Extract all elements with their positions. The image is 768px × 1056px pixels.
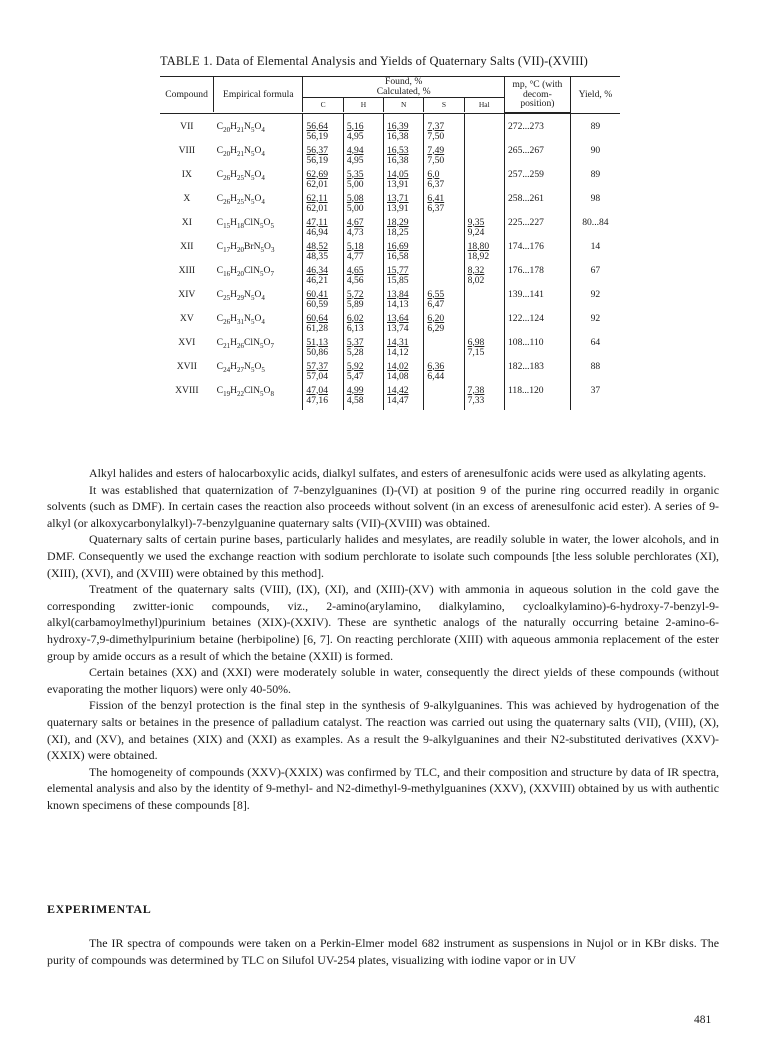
calculated-value: 14,47 — [386, 394, 409, 406]
mp-cell: 272...273 — [504, 122, 570, 146]
calculated-value: 13,74 — [386, 322, 409, 334]
mp-cell: 118...120 — [504, 386, 570, 410]
calculated-value: 5,89 — [346, 298, 364, 310]
calculated-value: 6,37 — [427, 178, 445, 190]
found-value: 13,84 — [386, 288, 409, 300]
found-value: 8,32 — [467, 264, 485, 276]
found-value: 5,35 — [346, 168, 364, 180]
found-value: 16,39 — [386, 120, 409, 132]
value-cell-s — [424, 242, 464, 266]
calculated-value: 62,01 — [306, 202, 328, 214]
mp-cell: 257...259 — [504, 170, 570, 194]
experimental-heading: EXPERIMENTAL — [47, 902, 152, 916]
formula-text: $C_{24}H_{27}N_5O_5$ — [216, 360, 265, 374]
value-cell-s — [424, 122, 464, 146]
found-value: 6,41 — [427, 192, 445, 204]
yield-cell: 98 — [570, 194, 620, 218]
value-cell-c — [303, 146, 343, 170]
calculated-value: 7,15 — [467, 346, 485, 358]
mp-cell: 122...124 — [504, 314, 570, 338]
calculated-value: 6,13 — [346, 322, 364, 334]
calculated-value: 46,94 — [306, 226, 328, 238]
compound-cell: XVIII — [175, 384, 199, 396]
value-cell-hal — [464, 146, 504, 170]
value-cell-c — [303, 242, 343, 266]
found-value: 13,71 — [386, 192, 409, 204]
value-cell-s — [424, 314, 464, 338]
compound-cell: VIII — [178, 144, 196, 156]
value-cell-hal — [464, 122, 504, 146]
yield-cell: 80...84 — [570, 218, 620, 242]
value-cell-h — [343, 386, 383, 410]
calculated-value: 57,04 — [306, 370, 328, 382]
formula-text: $C_{26}H_{31}N_5O_4$ — [216, 312, 265, 326]
calculated-value: 7,50 — [427, 130, 445, 142]
found-value: 6,36 — [427, 360, 445, 372]
calculated-value: 18,92 — [467, 250, 490, 262]
paragraph: It was established that quaternization of 7-benzylguanines (I)-(VI) at position 9 of the purine ring occurred readily in organic solvents (such as DMF). In certain cases the reaction also proceeds without solvent (in an excess of arenesulfonic acid ester). A series of 9-alkyl (or alkoxycarbonylalkyl)-7-benzylguanine quaternary salts (VII)-(XVIII) was obtained. — [47, 482, 719, 530]
value-cell-n — [383, 362, 423, 386]
mp-cell: 174...176 — [504, 242, 570, 266]
found-value: 6,55 — [427, 288, 445, 300]
value-cell-hal — [464, 218, 504, 242]
header-n: N — [383, 98, 423, 113]
table-title: TABLE 1. Data of Elemental Analysis and Yields of Quaternary Salts (VII)-(XVIII) — [160, 54, 588, 68]
calculated-value: 4,73 — [346, 226, 364, 238]
mp-cell: 139...141 — [504, 290, 570, 314]
value-cell-s — [424, 146, 464, 170]
value-cell-c — [303, 314, 343, 338]
value-cell-hal — [464, 266, 504, 290]
value-cell-h — [343, 362, 383, 386]
formula-text: $C_{17}H_{20}BrN_5O_3$ — [216, 240, 275, 254]
found-value: 18,29 — [386, 216, 409, 228]
calculated-value: 46,21 — [306, 274, 328, 286]
value-cell-h — [343, 218, 383, 242]
calculated-value: 6,37 — [427, 202, 445, 214]
value-cell-s — [424, 386, 464, 410]
value-cell-n — [383, 146, 423, 170]
table-row — [160, 122, 620, 146]
found-value: 46,34 — [306, 264, 328, 276]
paragraph: Certain betaines (XX) and (XXI) were moderately soluble in water, consequently the direct yields of these compounds (without evaporating the mother liquors) were only 40-50%. — [47, 665, 719, 696]
formula-cell — [214, 338, 303, 362]
found-value: 5,08 — [346, 192, 364, 204]
value-cell-n — [383, 386, 423, 410]
found-value: 62,11 — [306, 192, 328, 204]
value-cell-hal — [464, 194, 504, 218]
found-value: 4,67 — [346, 216, 364, 228]
value-cell-n — [383, 218, 423, 242]
found-value: 4,65 — [346, 264, 364, 276]
calculated-value: 50,86 — [306, 346, 328, 358]
found-value: 62,69 — [306, 168, 328, 180]
value-cell-n — [383, 194, 423, 218]
value-cell-hal — [464, 314, 504, 338]
yield-cell: 37 — [570, 386, 620, 410]
found-value: 57,37 — [306, 360, 328, 372]
calculated-value: 5,00 — [346, 202, 364, 214]
found-value: 56,37 — [306, 144, 328, 156]
mp-cell: 176...178 — [504, 266, 570, 290]
value-cell-hal — [464, 338, 504, 362]
value-cell-h — [343, 266, 383, 290]
value-cell-h — [343, 194, 383, 218]
formula-cell — [214, 218, 303, 242]
value-cell-h — [343, 242, 383, 266]
found-value: 14,42 — [386, 384, 409, 396]
table-row — [160, 218, 620, 242]
found-value: 6,98 — [467, 336, 485, 348]
value-cell-s — [424, 170, 464, 194]
value-cell-c — [303, 290, 343, 314]
formula-cell — [214, 362, 303, 386]
compound-cell: XIII — [178, 264, 196, 276]
value-cell-hal — [464, 290, 504, 314]
found-value: 9,35 — [467, 216, 485, 228]
paragraph: The homogeneity of compounds (XXV)-(XXIX) was confirmed by TLC, and their composition and structure by data of IR spectra, elemental analysis and also by the identity of 9-methyl- and N2-dimethyl-9-methylguanines (XXV), (XXVIII) obtained by us with authentic known specimens of these compounds [8]. — [47, 764, 719, 812]
found-value: 16,69 — [386, 240, 409, 252]
found-value: 60,64 — [306, 312, 328, 324]
formula-text: $C_{26}H_{25}N_5O_4$ — [216, 168, 265, 182]
value-cell-hal — [464, 386, 504, 410]
calculated-value: 5,47 — [346, 370, 364, 382]
calculated-value: 56,19 — [306, 130, 328, 142]
mp-cell: 182...183 — [504, 362, 570, 386]
found-value: 6,20 — [427, 312, 445, 324]
value-cell-s — [424, 194, 464, 218]
formula-cell — [214, 170, 303, 194]
compound-cell: XV — [179, 312, 194, 324]
table-row — [160, 242, 620, 266]
formula-cell — [214, 386, 303, 410]
formula-text: $C_{25}H_{29}N_5O_4$ — [216, 288, 265, 302]
found-value: 14,02 — [386, 360, 409, 372]
calculated-value: 14,08 — [386, 370, 409, 382]
calculated-value: 5,00 — [346, 178, 364, 190]
formula-cell — [214, 290, 303, 314]
found-value: 5,72 — [346, 288, 364, 300]
experimental-text — [47, 935, 719, 968]
compound-cell: IX — [181, 168, 192, 180]
value-cell-hal — [464, 242, 504, 266]
value-cell-h — [343, 122, 383, 146]
header-calculated: Calculated, % — [376, 86, 431, 97]
found-value: 5,16 — [346, 120, 364, 132]
value-cell-n — [383, 338, 423, 362]
formula-text: $C_{16}H_{20}ClN_5O_7$ — [216, 264, 274, 278]
value-cell-c — [303, 122, 343, 146]
calculated-value: 6,44 — [427, 370, 445, 382]
yield-cell: 64 — [570, 338, 620, 362]
calculated-value: 61,28 — [306, 322, 328, 334]
calculated-value: 7,50 — [427, 154, 445, 166]
value-cell-h — [343, 146, 383, 170]
value-cell-s — [424, 218, 464, 242]
formula-cell — [214, 146, 303, 170]
calculated-value: 8,02 — [467, 274, 485, 286]
table-row — [160, 170, 620, 194]
calculated-value: 60,59 — [306, 298, 328, 310]
formula-text: $C_{26}H_{25}N_5O_4$ — [216, 192, 265, 206]
formula-text: $C_{20}H_{21}N_5O_4$ — [216, 120, 265, 134]
calculated-value: 4,56 — [346, 274, 364, 286]
yield-cell: 90 — [570, 146, 620, 170]
paragraph: Alkyl halides and esters of halocarboxylic acids, dialkyl sulfates, and esters of arenesulfonic acids were used as alkylating agents. — [89, 466, 707, 480]
paragraph: Treatment of the quaternary salts (VIII), (IX), (XI), and (XIII)-(XV) with ammonia in aqueous solution in the cold gave the corresponding zwitter-ionic compounds, viz., 2-amino(arylamino, dialkylamino, cycloalkylamino)-6-hydroxy-7-benzyl-9-alkyl(carbamoylmethyl)purinium betaines (XIX)-(XXIV). These are synthetic analogs of the naturally occurring betaine 2-amino-6-hydroxy-7,9-dimethylpurinium betaine (herbipoline) [6, 7]. On reacting perchlorate (XIII) with aqueous ammonia replacement of the ester group by amide occurs as a result of which the betaine (XXII) is formed. — [47, 582, 719, 663]
calculated-value: 7,33 — [467, 394, 485, 406]
table-row — [160, 386, 620, 410]
found-value: 6,02 — [346, 312, 364, 324]
table-body — [160, 113, 620, 410]
mp-cell: 225...227 — [504, 218, 570, 242]
found-value: 14,05 — [386, 168, 409, 180]
calculated-value: 56,19 — [306, 154, 328, 166]
calculated-value: 4,58 — [346, 394, 364, 406]
page-number: 481 — [694, 1014, 712, 1026]
mp-cell: 258...261 — [504, 194, 570, 218]
formula-text: $C_{19}H_{22}ClN_5O_8$ — [216, 384, 274, 398]
paragraph: The IR spectra of compounds were taken on a Perkin-Elmer model 682 instrument as suspensions in Nujol or in KBr disks. The purity of compounds was determined by TLC on Silufol UV-254 plates, visualizing with iodine vapor or in UV — [47, 936, 719, 967]
mp-cell: 265...267 — [504, 146, 570, 170]
found-value: 5,37 — [346, 336, 364, 348]
table-row — [160, 146, 620, 170]
table-row — [160, 266, 620, 290]
value-cell-h — [343, 170, 383, 194]
calculated-value: 15,85 — [386, 274, 409, 286]
calculated-value: 16,38 — [386, 154, 409, 166]
header-compound: Compound — [160, 77, 214, 113]
value-cell-n — [383, 266, 423, 290]
header-c: C — [303, 98, 343, 113]
yield-cell: 14 — [570, 242, 620, 266]
yield-cell: 89 — [570, 170, 620, 194]
found-value: 51,13 — [306, 336, 328, 348]
calculated-value: 5,28 — [346, 346, 364, 358]
calculated-value: 16,38 — [386, 130, 409, 142]
calculated-value: 48,35 — [306, 250, 328, 262]
calculated-value: 6,47 — [427, 298, 445, 310]
yield-cell: 92 — [570, 290, 620, 314]
value-cell-c — [303, 170, 343, 194]
value-cell-h — [343, 338, 383, 362]
calculated-value: 62,01 — [306, 178, 328, 190]
calculated-value: 16,58 — [386, 250, 409, 262]
paragraph: Fission of the benzyl protection is the final step in the synthesis of 9-alkylguanines. This was achieved by hydrogenation of the quaternary salts or betaines in the presence of palladium catalyst. The reaction was carried out using the quaternary salts (VII), (VIII), (X), (XI), and (XV), and betaines (XIX) and (XXI) as examples. As a result the 9-alkylguanines and their N2-substituted derivatives (XXV)-(XXIX) were obtained. — [47, 698, 719, 763]
found-value: 47,11 — [306, 216, 328, 228]
value-cell-n — [383, 314, 423, 338]
calculated-value: 4,77 — [346, 250, 364, 262]
value-cell-n — [383, 290, 423, 314]
yield-cell: 92 — [570, 314, 620, 338]
value-cell-c — [303, 362, 343, 386]
value-cell-c — [303, 266, 343, 290]
calculated-value: 6,29 — [427, 322, 445, 334]
found-value: 5,92 — [346, 360, 364, 372]
formula-text: $C_{21}H_{26}ClN_5O_7$ — [216, 336, 274, 350]
found-value: 7,49 — [427, 144, 445, 156]
found-value: 18,80 — [467, 240, 490, 252]
header-found: Found, % — [385, 76, 423, 87]
value-cell-n — [383, 242, 423, 266]
body-text — [47, 465, 719, 813]
header-h: H — [343, 98, 383, 113]
found-value: 13,64 — [386, 312, 409, 324]
calculated-value: 14,12 — [386, 346, 409, 358]
yield-cell: 89 — [570, 122, 620, 146]
table-row — [160, 314, 620, 338]
calculated-value: 4,95 — [346, 130, 364, 142]
value-cell-n — [383, 122, 423, 146]
value-cell-c — [303, 386, 343, 410]
value-cell-c — [303, 338, 343, 362]
header-hal: Hal — [464, 98, 504, 113]
table-row — [160, 362, 620, 386]
header-yield: Yield, % — [570, 77, 620, 113]
found-value: 60,41 — [306, 288, 328, 300]
formula-cell — [214, 122, 303, 146]
value-cell-s — [424, 338, 464, 362]
value-cell-s — [424, 290, 464, 314]
value-cell-c — [303, 218, 343, 242]
value-cell-s — [424, 266, 464, 290]
value-cell-c — [303, 194, 343, 218]
found-value: 5,18 — [346, 240, 364, 252]
elemental-analysis-table — [160, 76, 620, 410]
calculated-value: 13,91 — [386, 178, 409, 190]
found-value: 16,53 — [386, 144, 409, 156]
value-cell-hal — [464, 362, 504, 386]
table-row — [160, 290, 620, 314]
calculated-value: 47,16 — [306, 394, 328, 406]
yield-cell: 67 — [570, 266, 620, 290]
calculated-value: 13,91 — [386, 202, 409, 214]
table-row — [160, 194, 620, 218]
formula-cell — [214, 194, 303, 218]
compound-cell: XIV — [178, 288, 196, 300]
compound-cell: XVI — [178, 336, 196, 348]
value-cell-n — [383, 170, 423, 194]
value-cell-h — [343, 314, 383, 338]
paragraph: Quaternary salts of certain purine bases, particularly halides and mesylates, are readily soluble in water, the lower alcohols, and in DMF. Consequently we used the exchange reaction with sodium perchlorate to isolate such compounds [the less soluble perchlorates (XI), (XIII), (XVI), and (XVIII) were obtained by this method]. — [47, 532, 719, 580]
header-s: S — [424, 98, 464, 113]
compound-cell: XVII — [176, 360, 197, 372]
formula-text: $C_{20}H_{21}N_5O_4$ — [216, 144, 265, 158]
formula-text: $C_{15}H_{18}ClN_5O_5$ — [216, 216, 274, 230]
value-cell-s — [424, 362, 464, 386]
compound-cell: XII — [180, 240, 194, 252]
found-value: 47,04 — [306, 384, 328, 396]
found-value: 15,77 — [386, 264, 409, 276]
calculated-value: 9,24 — [467, 226, 485, 238]
calculated-value: 18,25 — [386, 226, 409, 238]
yield-cell: 88 — [570, 362, 620, 386]
header-formula: Empirical formula — [214, 77, 303, 113]
mp-cell: 108...110 — [504, 338, 570, 362]
calculated-value: 14,13 — [386, 298, 409, 310]
header-found-calculated — [303, 77, 505, 98]
found-value: 7,38 — [467, 384, 485, 396]
found-value: 48,52 — [306, 240, 328, 252]
found-value: 4,99 — [346, 384, 364, 396]
formula-cell — [214, 266, 303, 290]
calculated-value: 4,95 — [346, 154, 364, 166]
formula-cell — [214, 242, 303, 266]
compound-cell: XI — [181, 216, 192, 228]
found-value: 7,37 — [427, 120, 445, 132]
found-value: 56,64 — [306, 120, 328, 132]
compound-cell: X — [183, 192, 191, 204]
header-mp: mp, °C (with decom-position) — [504, 77, 570, 113]
found-value: 6,0 — [427, 168, 440, 180]
found-value: 4,94 — [346, 144, 364, 156]
formula-cell — [214, 314, 303, 338]
value-cell-hal — [464, 170, 504, 194]
found-value: 14,31 — [386, 336, 409, 348]
table-row — [160, 338, 620, 362]
value-cell-h — [343, 290, 383, 314]
compound-cell: VII — [180, 120, 194, 132]
